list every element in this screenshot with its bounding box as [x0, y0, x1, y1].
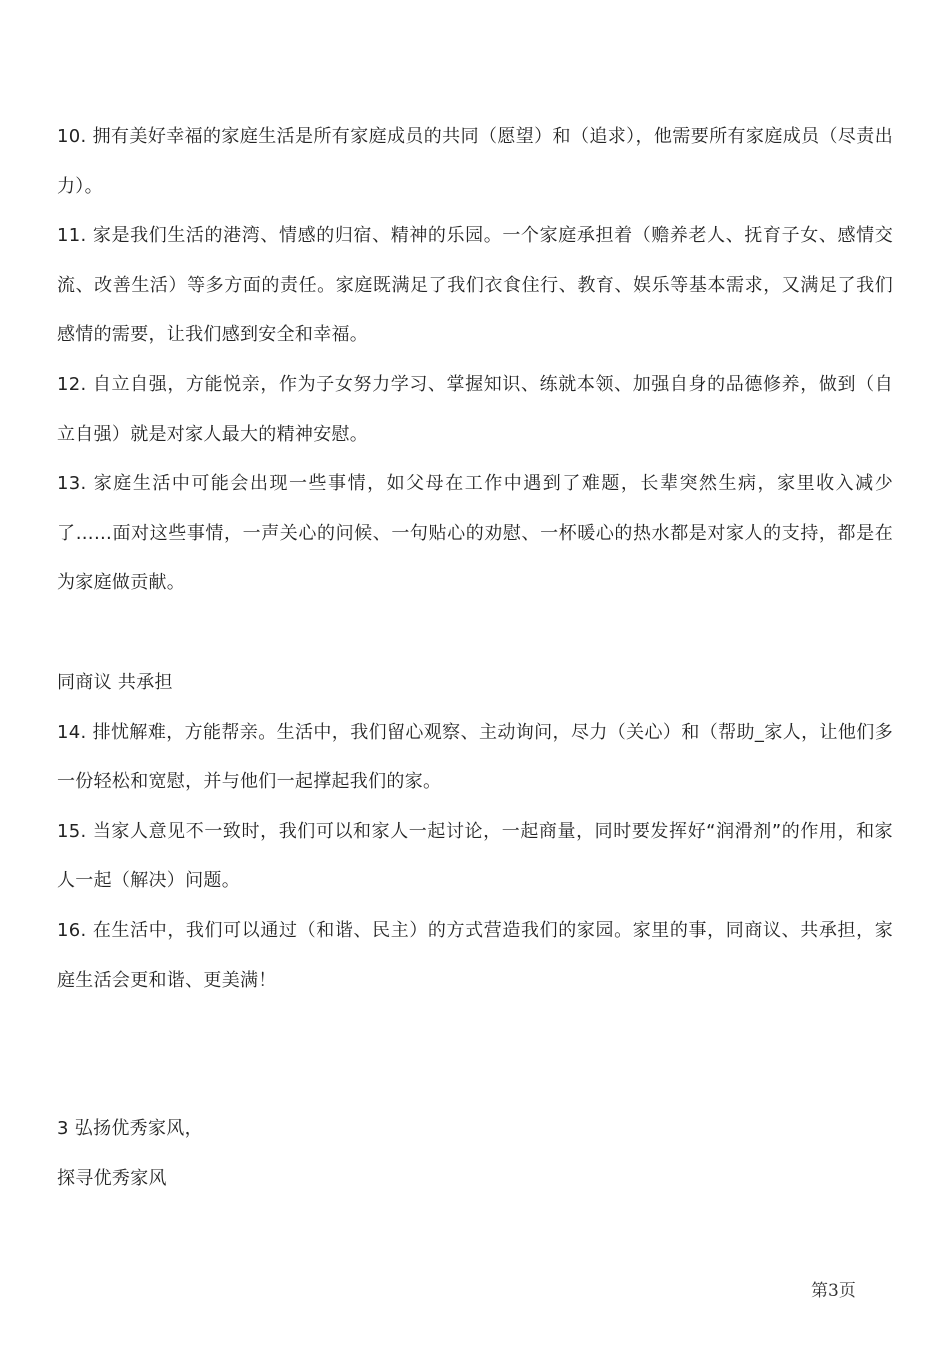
paragraph-13: 13. 家庭生活中可能会出现一些事情，如父母在工作中遇到了难题，长辈突然生病，家里收入减少了……面对这些事情，一声关心的问候、一句贴心的劝慰、一杯暖心的热水都是对家人的支持，都是在为家庭做贡献。	[57, 473, 893, 594]
document-page	[57, 112, 893, 1203]
page-number: 第3页	[811, 1281, 856, 1301]
paragraph-10: 10. 拥有美好幸福的家庭生活是所有家庭成员的共同（愿望）和（追求），他需要所有家庭成员（尽责出力）。	[57, 126, 893, 197]
paragraph-12: 12. 自立自强，方能悦亲，作为子女努力学习、掌握知识、练就本领、加强自身的品德修养，做到（自立自强）就是对家人最大的精神安慰。	[57, 373, 893, 445]
paragraph-11: 11. 家是我们生活的港湾、情感的归宿、精神的乐园。一个家庭承担着（赡养老人、抚育子女、感情交流、改善生活）等多方面的责任。家庭既满足了我们衣食住行、教育、娱乐等基本需求，又满足了我们感情的需要，让我们感到安全和幸福。	[57, 225, 893, 346]
paragraph-14: 14. 排忧解难，方能帮亲。生活中，我们留心观察、主动询问，尽力（关心）和（帮助_家人，让他们多一份轻松和宽慰，并与他们一起撑起我们的家。	[57, 721, 893, 793]
paragraph-16: 16. 在生活中，我们可以通过（和谐、民主）的方式营造我们的家园。家里的事，同商议、共承担，家庭生活会更和谐、更美满！	[57, 919, 893, 991]
section-heading: 同商议 共承担	[57, 671, 173, 693]
paragraph-15: 15. 当家人意见不一致时，我们可以和家人一起讨论，一起商量，同时要发挥好“润滑剂”的作用，和家人一起（解决）问题。	[57, 820, 893, 892]
spacer	[57, 1005, 893, 1104]
sub-heading: 探寻优秀家风	[57, 1167, 167, 1189]
chapter-heading: 3 弘扬优秀家风，	[57, 1118, 203, 1140]
spacer	[57, 608, 893, 658]
